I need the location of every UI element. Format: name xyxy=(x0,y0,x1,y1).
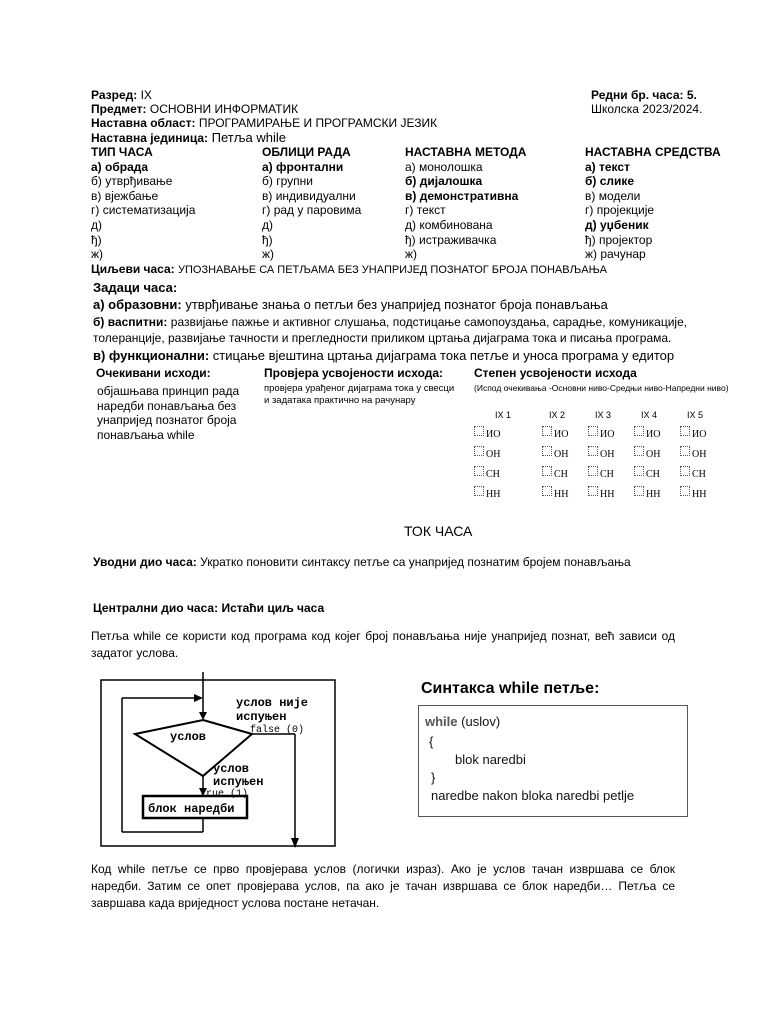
lesson-number: Редни бр. часа: 5. xyxy=(591,88,697,102)
column-item: ж) xyxy=(91,247,104,262)
column-item: б) утврђивање xyxy=(91,174,173,189)
met-label-2: испуњен xyxy=(213,775,264,789)
column-item: ђ) xyxy=(91,232,102,247)
task-upbringing: б) васпитни: развијање пажње и активног слушања, подстицање самопоуздања, сарадње, комуникације, xyxy=(93,315,688,329)
task-educational: а) образовни: утврђивање знања о петљи без унапријед познатог броја понављања xyxy=(93,297,608,312)
check-title: Провјера усвојености исхода: xyxy=(264,366,444,380)
column-item: б) слике xyxy=(585,174,635,189)
column-lesson-type xyxy=(91,145,195,262)
level-option[interactable] xyxy=(588,440,638,460)
level-label: НН xyxy=(646,489,661,500)
checkbox-icon[interactable] xyxy=(634,486,644,496)
school-year: Школска 2023/2024. xyxy=(591,102,703,116)
level-label: ОН xyxy=(554,449,569,460)
column-item: г) рад у паровима xyxy=(262,203,362,218)
level-option[interactable] xyxy=(634,420,684,440)
level-class-header: IX 2 xyxy=(548,410,565,420)
goals-line: Циљеви часа: УПОЗНАВАЊЕ СА ПЕТЉАМА БЕЗ УНАПРИЈЕД ПОЗНАТОГ БРОЈА ПОНАВЉАЊА xyxy=(91,262,608,276)
level-subtitle: (Испод очекивања -Основни ниво-Средњи ниво-Напредни ниво) xyxy=(474,383,729,393)
column-teaching-aids xyxy=(585,145,721,262)
column-item: в) модели xyxy=(585,188,641,203)
column-item: г) текст xyxy=(405,203,446,218)
checkbox-icon[interactable] xyxy=(542,446,552,456)
checkbox-icon[interactable] xyxy=(542,486,552,496)
level-option[interactable] xyxy=(542,440,592,460)
checkbox-icon[interactable] xyxy=(542,466,552,476)
column-item: ђ) пројектор xyxy=(585,232,653,247)
level-option[interactable] xyxy=(634,460,684,480)
column-item: в) демонстративна xyxy=(405,188,519,203)
checkbox-icon[interactable] xyxy=(588,446,598,456)
level-option[interactable] xyxy=(474,460,524,480)
column-item: а) фронтални xyxy=(262,159,344,174)
column-item: ђ) xyxy=(262,232,273,247)
level-label: СН xyxy=(692,469,706,480)
condition-label: услов xyxy=(170,730,207,744)
level-column xyxy=(588,410,638,500)
syntax-open-brace: { xyxy=(429,734,434,749)
level-label: НН xyxy=(554,489,569,500)
checkbox-icon[interactable] xyxy=(680,446,690,456)
column-item: д) xyxy=(91,217,102,232)
checkbox-icon[interactable] xyxy=(680,466,690,476)
column-item: г) систематизација xyxy=(91,203,196,218)
column-teaching-method xyxy=(405,145,526,262)
level-label: ИО xyxy=(486,429,501,440)
level-option[interactable] xyxy=(474,420,524,440)
level-label: ИО xyxy=(600,429,615,440)
level-option[interactable] xyxy=(680,420,730,440)
central-line: Централни дио часа: Истаћи циљ часа xyxy=(93,601,325,615)
level-label: НН xyxy=(486,489,501,500)
column-item: в) индивидуални xyxy=(262,188,356,203)
checkbox-icon[interactable] xyxy=(588,466,598,476)
loop-arrow xyxy=(194,694,203,702)
not-met-label-1: услов није xyxy=(236,696,309,710)
checkbox-icon[interactable] xyxy=(588,486,598,496)
level-label: НН xyxy=(600,489,615,500)
checkbox-icon[interactable] xyxy=(634,426,644,436)
subject-line: Предмет: ОСНОВНИ ИНФОРМАТИК xyxy=(91,102,299,116)
checkbox-icon[interactable] xyxy=(588,426,598,436)
level-title: Степен усвојености исхода xyxy=(474,366,637,380)
level-column xyxy=(542,410,592,500)
level-label: ИО xyxy=(646,429,661,440)
course-title: ТОК ЧАСА xyxy=(404,523,473,539)
level-column xyxy=(634,410,684,500)
syntax-after: naredbe nakon bloka naredbi petlje xyxy=(431,788,635,803)
task-functional: в) функционални: стицање вјештина цртања дијаграма тока петље и уноса програма у едитор xyxy=(93,348,675,363)
block-label: блок наредби xyxy=(148,802,235,816)
level-option[interactable] xyxy=(680,440,730,460)
level-option[interactable] xyxy=(474,440,524,460)
outcomes-text: објашњава принцип рада наредби понављања без унапријед познатог броја понављања while xyxy=(97,384,240,442)
column-item: ђ) истраживачка xyxy=(405,232,497,247)
column-item: ж) рачунар xyxy=(585,247,646,262)
met-label-1: услов xyxy=(213,762,250,776)
syntax-block: blok naredbi xyxy=(455,752,526,767)
checkbox-icon[interactable] xyxy=(474,426,484,436)
level-option[interactable] xyxy=(474,480,524,500)
area-line: Наставна област: ПРОГРАМИРАЊЕ И ПРОГРАМСКИ ЈЕЗИК xyxy=(91,116,438,130)
checkbox-icon[interactable] xyxy=(542,426,552,436)
checkbox-icon[interactable] xyxy=(474,486,484,496)
column-title: ОБЛИЦИ РАДА xyxy=(262,145,351,159)
column-item: д) комбинована xyxy=(405,217,493,232)
level-option[interactable] xyxy=(634,480,684,500)
column-item: г) пројекције xyxy=(585,203,655,218)
syntax-close-brace: } xyxy=(431,770,436,785)
level-label: СН xyxy=(600,469,614,480)
checkbox-icon[interactable] xyxy=(474,446,484,456)
paragraph-while-explanation: Код while петље се прво провјерава услов (логички израз). Ако је услов тачан извршава се блок наредби. Затим се опет провјерава услов, па ако је тачан извршава се блок наредби… Петља се завршава када вриједност услова постане нетачан. xyxy=(91,862,675,910)
unit-line: Наставна јединица: Петља while xyxy=(91,130,286,145)
column-title: НАСТАВНА МЕТОДА xyxy=(405,145,527,159)
column-item: в) вјежбање xyxy=(91,188,159,203)
column-item: д) xyxy=(262,217,273,232)
level-label: ИО xyxy=(692,429,707,440)
grade-line: Разред: IX xyxy=(91,88,152,102)
column-item: ж) xyxy=(262,247,275,262)
column-item: б) дијалошка xyxy=(405,174,483,189)
level-label: ОН xyxy=(692,449,707,460)
level-label: НН xyxy=(692,489,707,500)
column-item: б) групни xyxy=(262,174,313,189)
task-upbringing-cont: толеранције, развијање тачности и прегледности приликом цртања дијаграма тока и писања програма. xyxy=(93,331,672,345)
column-title: НАСТАВНА СРЕДСТВА xyxy=(585,145,721,159)
syntax-while-line: while (uslov) xyxy=(425,714,501,729)
level-option[interactable] xyxy=(634,440,684,460)
level-label: ОН xyxy=(600,449,615,460)
false-label: false (0) xyxy=(250,725,305,736)
checkbox-icon[interactable] xyxy=(680,426,690,436)
level-label: ОН xyxy=(646,449,661,460)
level-class-header: IX 4 xyxy=(640,410,657,420)
level-class-header: IX 3 xyxy=(594,410,611,420)
level-column xyxy=(474,410,524,500)
while-flowchart xyxy=(100,672,340,852)
level-option[interactable] xyxy=(588,420,638,440)
true-label: true (1) xyxy=(200,789,249,800)
column-item: д) уџбеник xyxy=(585,217,649,232)
column-item: ж) xyxy=(405,247,418,262)
column-item: а) монолошка xyxy=(405,159,483,174)
level-column xyxy=(680,410,730,500)
column-title: ТИП ЧАСА xyxy=(91,145,153,159)
outcomes-title: Очекивани исходи: xyxy=(96,366,211,380)
level-option[interactable] xyxy=(588,480,638,500)
column-work-forms xyxy=(262,145,361,262)
level-class-header: IX 1 xyxy=(494,410,511,420)
level-option[interactable] xyxy=(542,480,592,500)
level-option[interactable] xyxy=(680,480,730,500)
column-item: а) текст xyxy=(585,159,630,174)
level-label: СН xyxy=(646,469,660,480)
level-option[interactable] xyxy=(542,420,592,440)
level-label: СН xyxy=(554,469,568,480)
level-option[interactable] xyxy=(542,460,592,480)
flowchart-entry-arrow xyxy=(199,712,207,720)
checkbox-icon[interactable] xyxy=(634,446,644,456)
check-text: провјера урађеног дијаграма тока у свесци и задатака практично на рачунару xyxy=(264,383,455,406)
checkbox-icon[interactable] xyxy=(680,486,690,496)
column-item: а) обрада xyxy=(91,159,149,174)
intro-line: Уводни дио часа: Укратко поновити синтаксу петље са унапријед познатим бројем понављања xyxy=(93,555,631,569)
tasks-title: Задаци часа: xyxy=(93,280,178,295)
level-label: СН xyxy=(486,469,500,480)
paragraph-while-intro: Петља while се користи код програма код којег број понављања није унапријед познат, већ зависи од задатог услова. xyxy=(91,629,675,660)
syntax-title: Синтакса while петље: xyxy=(421,680,600,697)
syntax-box xyxy=(418,705,688,817)
not-met-label-2: испуњен xyxy=(236,710,287,724)
checkbox-icon[interactable] xyxy=(474,466,484,476)
level-option[interactable] xyxy=(680,460,730,480)
level-label: ОН xyxy=(486,449,501,460)
level-option[interactable] xyxy=(588,460,638,480)
level-label: ИО xyxy=(554,429,569,440)
checkbox-icon[interactable] xyxy=(634,466,644,476)
level-class-header: IX 5 xyxy=(686,410,703,420)
